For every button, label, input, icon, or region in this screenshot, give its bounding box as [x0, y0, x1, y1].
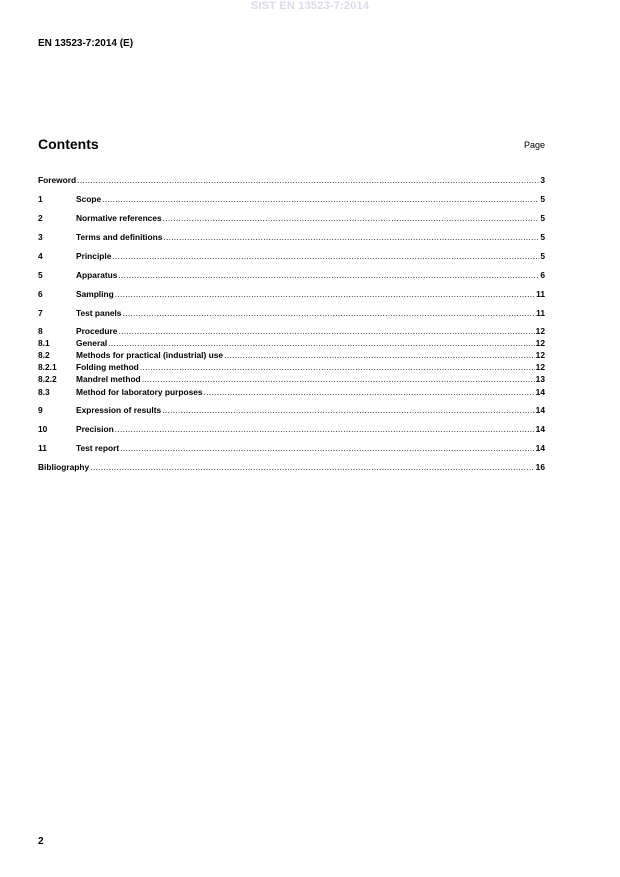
toc-number: 11	[38, 443, 47, 453]
toc-number: 4	[38, 251, 43, 261]
toc-title: Method for laboratory purposes	[76, 387, 203, 397]
toc-leader	[118, 326, 534, 336]
toc-number: 6	[38, 289, 43, 299]
toc-number: 8.2.2	[38, 374, 57, 384]
toc-entry-principle[interactable]	[38, 251, 545, 263]
toc-entry-foreword[interactable]	[38, 175, 545, 187]
toc-entry-normative-references[interactable]	[38, 213, 545, 225]
toc-number: 9	[38, 405, 43, 415]
toc-number: 8	[38, 326, 43, 336]
toc-page: 5	[540, 194, 545, 204]
toc-title: Bibliography	[38, 462, 90, 472]
toc-leader	[90, 462, 534, 472]
toc-leader	[163, 213, 540, 223]
toc-leader	[204, 387, 535, 397]
toc-number: 5	[38, 270, 43, 280]
toc-page: 12	[535, 350, 545, 360]
toc-number: 1	[38, 194, 43, 204]
toc-leader	[140, 362, 535, 372]
toc-title: Test report	[76, 443, 120, 453]
toc-leader	[102, 194, 539, 204]
toc-title: Mandrel method	[76, 374, 141, 384]
toc-page: 5	[540, 232, 545, 242]
toc-entry-expression-of-results[interactable]	[38, 405, 545, 417]
toc-page: 5	[540, 251, 545, 261]
toc-number: 8.2	[38, 350, 50, 360]
toc-entry-test-panels[interactable]	[38, 308, 545, 320]
toc-number: 2	[38, 213, 43, 223]
toc-title: Methods for practical (industrial) use	[76, 350, 224, 360]
toc-entry-bibliography[interactable]	[38, 462, 545, 474]
toc-leader	[77, 175, 539, 185]
toc-title: Apparatus	[76, 270, 118, 280]
toc-leader	[108, 338, 534, 348]
toc-entry-procedure[interactable]	[38, 326, 545, 338]
toc-leader	[142, 374, 535, 384]
toc-title: Procedure	[76, 326, 118, 336]
toc-number: 8.3	[38, 387, 50, 397]
page-number: 2	[38, 836, 44, 847]
toc-entry-general[interactable]	[38, 338, 545, 350]
toc-title: Precision	[76, 424, 114, 434]
toc-page: 11	[536, 308, 545, 318]
toc-page: 14	[535, 405, 545, 415]
toc-page: 12	[535, 362, 545, 372]
contents-heading: Contents	[38, 136, 99, 152]
toc-page: 11	[536, 289, 545, 299]
toc-title: Foreword	[38, 175, 77, 185]
toc-title: Normative references	[76, 213, 162, 223]
toc-entry-apparatus[interactable]	[38, 270, 545, 282]
toc-entry-scope[interactable]	[38, 194, 545, 206]
toc-leader	[122, 308, 535, 318]
toc-page: 14	[535, 424, 545, 434]
toc-page: 14	[535, 443, 545, 453]
toc-entry-practical-methods[interactable]	[38, 350, 545, 362]
toc-page: 3	[540, 175, 545, 185]
toc-leader	[115, 289, 535, 299]
toc-leader	[224, 350, 535, 360]
toc-entry-test-report[interactable]	[38, 443, 545, 455]
toc-number: 3	[38, 232, 43, 242]
toc-title: Sampling	[76, 289, 114, 299]
toc-leader	[163, 232, 539, 242]
toc-entry-precision[interactable]	[38, 424, 545, 436]
toc-leader	[118, 270, 539, 280]
document-id: EN 13523-7:2014 (E)	[38, 38, 134, 49]
toc-title: Test panels	[76, 308, 122, 318]
page-column-label: Page	[523, 140, 545, 150]
watermark: SIST EN 13523-7:2014	[250, 0, 370, 12]
toc-title: Folding method	[76, 362, 139, 372]
toc-page: 12	[535, 338, 545, 348]
toc-leader	[112, 251, 539, 261]
toc-number: 7	[38, 308, 43, 318]
toc-leader	[115, 424, 535, 434]
toc-entry-terms-and-definitions[interactable]	[38, 232, 545, 244]
toc-number: 10	[38, 424, 48, 434]
toc-title: Terms and definitions	[76, 232, 163, 242]
toc-title: Principle	[76, 251, 112, 261]
toc-title: Expression of results	[76, 405, 162, 415]
toc-page: 5	[540, 213, 545, 223]
toc-page: 12	[535, 326, 545, 336]
toc-entry-laboratory-method[interactable]	[38, 387, 545, 399]
toc-entry-mandrel-method[interactable]	[38, 374, 545, 386]
toc-page: 6	[540, 270, 545, 280]
toc-title: General	[76, 338, 108, 348]
toc-page: 16	[535, 462, 545, 472]
toc-number: 8.1	[38, 338, 50, 348]
toc-page: 13	[535, 374, 545, 384]
toc-leader	[120, 443, 535, 453]
toc-entry-sampling[interactable]	[38, 289, 545, 301]
toc-page: 14	[535, 387, 545, 397]
toc-leader	[162, 405, 534, 415]
toc-entry-folding-method[interactable]	[38, 362, 545, 374]
toc-number: 8.2.1	[38, 362, 57, 372]
toc-title: Scope	[76, 194, 102, 204]
